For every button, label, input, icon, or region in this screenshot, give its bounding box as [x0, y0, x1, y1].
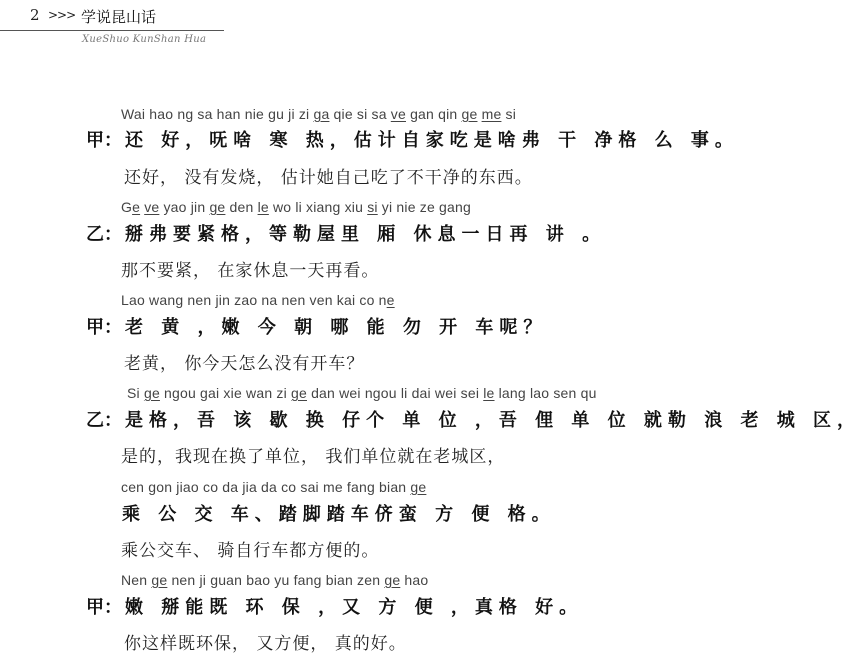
mandarin-line: 你这样既环保， 又方便， 真的好。 [124, 634, 407, 654]
pinyin-line: Lao wang nen jin zao na nen ven kai co ne [121, 292, 395, 308]
kunshan-text: 老 黄 ，嫩 今 朝 哪 能 勿 开 车呢？ [125, 317, 548, 338]
kunshan-text: 是格，吾 该 歇 换 仔个 单 位 ，吾 俚 单 位 就勒 浪 老 城 区， [125, 410, 861, 431]
pinyin-line: Ge ve yao jin ge den le wo li xiang xiu si yi nie ze gang [121, 199, 472, 215]
speaker-label: 乙： [86, 410, 122, 431]
kunshan-text: 嫩 掰能既 环 保 ，又 方 便 ，真格 好。 [125, 597, 584, 618]
header-rule [0, 30, 224, 31]
kunshan-text: 还 好，呒啥 寒 热，估计自家吃是啥弗 干 净格 么 事。 [125, 130, 739, 151]
kunshan-text: 掰弗要紧格，等勒屋里 厢 休息一日再 讲 。 [125, 224, 607, 245]
speaker-label: 甲： [86, 597, 122, 618]
page-header [0, 0, 240, 60]
mandarin-line: 还好， 没有发烧， 估计她自己吃了不干净的东西。 [124, 168, 533, 188]
kunshan-line [86, 313, 547, 339]
book-title: 学说昆山话 [81, 8, 157, 26]
mandarin-line: 老黄， 你今天怎么没有开车？ [124, 354, 365, 374]
speaker-label: 甲： [86, 130, 122, 151]
pinyin-line: Nen ge nen ji guan bao yu fang bian zen ge hao [121, 572, 429, 588]
book-subtitle: XueShuo KunShan Hua [82, 34, 207, 45]
kunshan-line [86, 220, 606, 246]
speaker-label: 甲： [86, 317, 122, 338]
pinyin-line: Si ge ngou gai xie wan zi ge dan wei ngou li dai wei sei le lang lao sen qu [127, 385, 597, 401]
chevron-icon: >>> [48, 8, 76, 22]
pinyin-line: Wai hao ng sa han nie gu ji zi ga qie si sa ve gan qin ge me si [121, 106, 517, 122]
kunshan-line [86, 406, 861, 432]
kunshan-line [86, 126, 739, 152]
pinyin-line: cen gon jiao co da jia da co sai me fang bian ge [121, 479, 427, 495]
kunshan-line [122, 500, 556, 526]
page-number: 2 [30, 6, 40, 24]
mandarin-line: 那不要紧， 在家休息一天再看。 [121, 261, 380, 281]
kunshan-text: 乘 公 交 车、踏脚踏车侪蛮 方 便 格。 [122, 504, 556, 525]
kunshan-line [86, 593, 583, 619]
mandarin-line: 乘公交车、 骑自行车都方便的。 [121, 541, 380, 561]
speaker-label: 乙： [86, 224, 122, 245]
mandarin-line: 是的，我现在换了单位， 我们单位就在老城区， [121, 447, 506, 467]
